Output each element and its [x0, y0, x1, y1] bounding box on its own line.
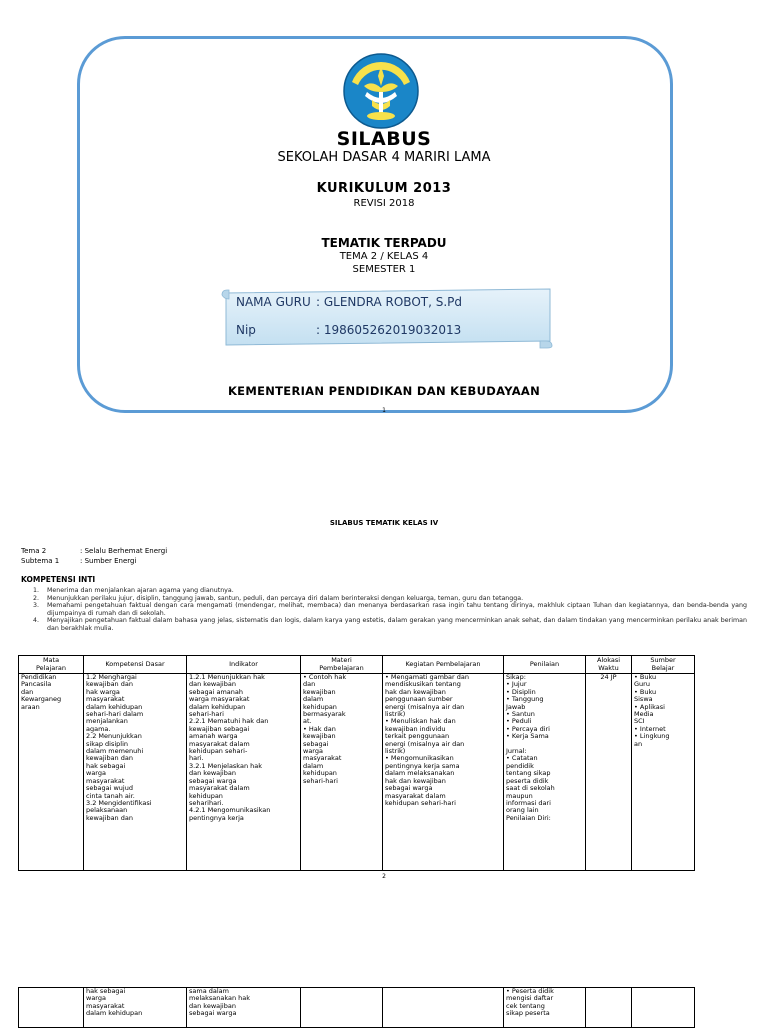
tema-label: Tema 2 [21, 547, 47, 555]
teacher-value: : GLENDRA ROBOT, S.Pd [316, 295, 463, 309]
subtema-label: Subtema 1 [21, 557, 60, 565]
subtema-value: : Sumber Energi [80, 557, 137, 565]
ki-item: 3. Memahami pengetahuan faktual dengan cara mengamati (mendengar, melihat, membaca) dan menanya berdasarkan rasa ingin tahu tentang dirinya, makhluk ciptaan Tuhan dan kegiatannya, dan benda-benda yang dijumpainya di rumah dan di sekolah. [33, 602, 747, 617]
cell-indikator: 1.2.1 Menunjukkan hak dan kewajiban sebagai amanah warga masyarakat dalam kehidupan sehari-hari 2.2.1 Mematuhi hak dan kewajiban sebagai amanah warga masyarakat dalam kehidupan sehari- hari. 3.2.1 Menjelaskan hak dan kewajiban sebagai warga masyarakat dalam kehidupan seharihari. 4.2.1 Mengomunikasikan pentingnya kerja [187, 674, 301, 871]
ki-item: 1. Menerima dan menjalankan ajaran agama yang dianutnya. [33, 587, 234, 594]
header-kd: Kompetensi Dasar [84, 656, 187, 674]
cell-mapel: Pendidikan Pancasila dan Kewarganeg araan [19, 674, 84, 871]
cell-materi: • Contoh hak dan kewajiban dalam kehidupan bermasyarak at. • Hak dan kewajiban sebagai warga masyarakat dalam kehidupan sehari-hari [301, 674, 383, 871]
syllabus-table [18, 655, 695, 871]
cell-sumber [632, 988, 695, 1028]
syllabus-title: SILABUS TEMATIK KELAS IV [329, 519, 439, 527]
ministry-name: KEMENTERIAN PENDIDIKAN DAN KEBUDAYAAN [227, 384, 541, 398]
cell-kd: hak sebagai warga masyarakat dalam kehidupan [84, 988, 187, 1028]
subject-label: TEMATIK TERPADU [321, 236, 447, 250]
table-row [19, 674, 695, 871]
teacher-scroll-banner [220, 287, 554, 349]
header-kegiatan: Kegiatan Pembelajaran [383, 656, 504, 674]
header-sumber: Sumber Belajar [632, 656, 695, 674]
cell-kegiatan [383, 988, 504, 1028]
cell-penilaian: Sikap: • Jujur • Disiplin • Tanggung Jawab • Santun • Peduli • Percaya diri • Kerja Sama Jurnal: • Catatan pendidik tentang sikap peserta didik saat di sekolah maupun informasi dari orang lain Penilaian Diri: [504, 674, 586, 871]
school-name: SEKOLAH DASAR 4 MARIRI LAMA [277, 150, 491, 165]
header-alokasi: Alokasi Waktu [586, 656, 632, 674]
ki-heading: KOMPETENSI INTI [21, 575, 96, 584]
nip-value: : 198605262019032013 [316, 323, 462, 337]
cell-penilaian: • Peserta didik mengisi daftar cek tentang sikap peserta [504, 988, 586, 1028]
revision-label: REVISI 2018 [353, 198, 415, 209]
semester-label: SEMESTER 1 [352, 264, 416, 275]
header-indikator: Indikator [187, 656, 301, 674]
cover-title: SILABUS [336, 128, 432, 150]
theme-class-label: TEMA 2 / KELAS 4 [339, 251, 429, 262]
page-number-2: 2 [382, 873, 386, 880]
header-penilaian: Penilaian [504, 656, 586, 674]
header-mapel: Mata Pelajaran [19, 656, 84, 674]
ki-item: 2. Menunjukkan perilaku jujur, disiplin, tanggung jawab, santun, peduli, dan percaya diri dalam berinteraksi dengan keluarga, teman, guru dan tetangga. [33, 594, 524, 602]
ki-list [33, 587, 747, 633]
cell-indikator: sama dalam melaksanakan hak dan kewajiban sebagai warga [187, 988, 301, 1028]
header-materi: Materi Pembelajaran [301, 656, 383, 674]
table-row [19, 988, 695, 1028]
cell-mapel [19, 988, 84, 1028]
cell-alokasi: 24 JP [586, 674, 632, 871]
cell-kegiatan: • Mengamati gambar dan mendiskusikan tentang hak dan kewajiban penggunaan sumber energi (misalnya air dan listrik) • Menuliskan hak dan kewajiban individu terkait penggunaan energi (misalnya air dan listrik) • Mengomunikasikan pentingnya kerja sama dalam melaksanakan hak dan kewajiban sebagai warga masyarakat dalam kehidupan sehari-hari [383, 674, 504, 871]
cell-sumber: • Buku Guru • Buku Siswa • Aplikasi Media SCI • Internet • Lingkung an [632, 674, 695, 871]
page-number-1: 1 [382, 407, 386, 414]
tut-wuri-handayani-logo [342, 52, 420, 130]
cell-alokasi [586, 988, 632, 1028]
ki-item: 4. Menyajikan pengetahuan faktual dalam bahasa yang jelas, sistematis dan logis, dalam karya yang estetis, dalam gerakan yang mencerminkan anak sehat, dan dalam tindakan yang mencerminkan perilaku anak beriman dan berakhlak mulia. [33, 617, 747, 632]
teacher-label: NAMA GURU [236, 295, 311, 309]
cell-materi [301, 988, 383, 1028]
syllabus-table-continued [18, 987, 695, 1028]
cell-kd: 1.2 Menghargai kewajiban dan hak warga masyarakat dalam kehidupan sehari-hari dalam menjalankan agama. 2.2 Menunjukkan sikap disiplin dalam memenuhi kewajiban dan hak sebagai warga masyarakat sebagai wujud cinta tanah air. 3.2 Mengidentifikasi pelaksanaan kewajiban dan [84, 674, 187, 871]
table-header-row [19, 656, 695, 674]
tema-value: : Selalu Berhemat Energi [80, 547, 168, 555]
curriculum-label: KURIKULUM 2013 [316, 181, 452, 196]
nip-label: Nip [236, 323, 256, 337]
